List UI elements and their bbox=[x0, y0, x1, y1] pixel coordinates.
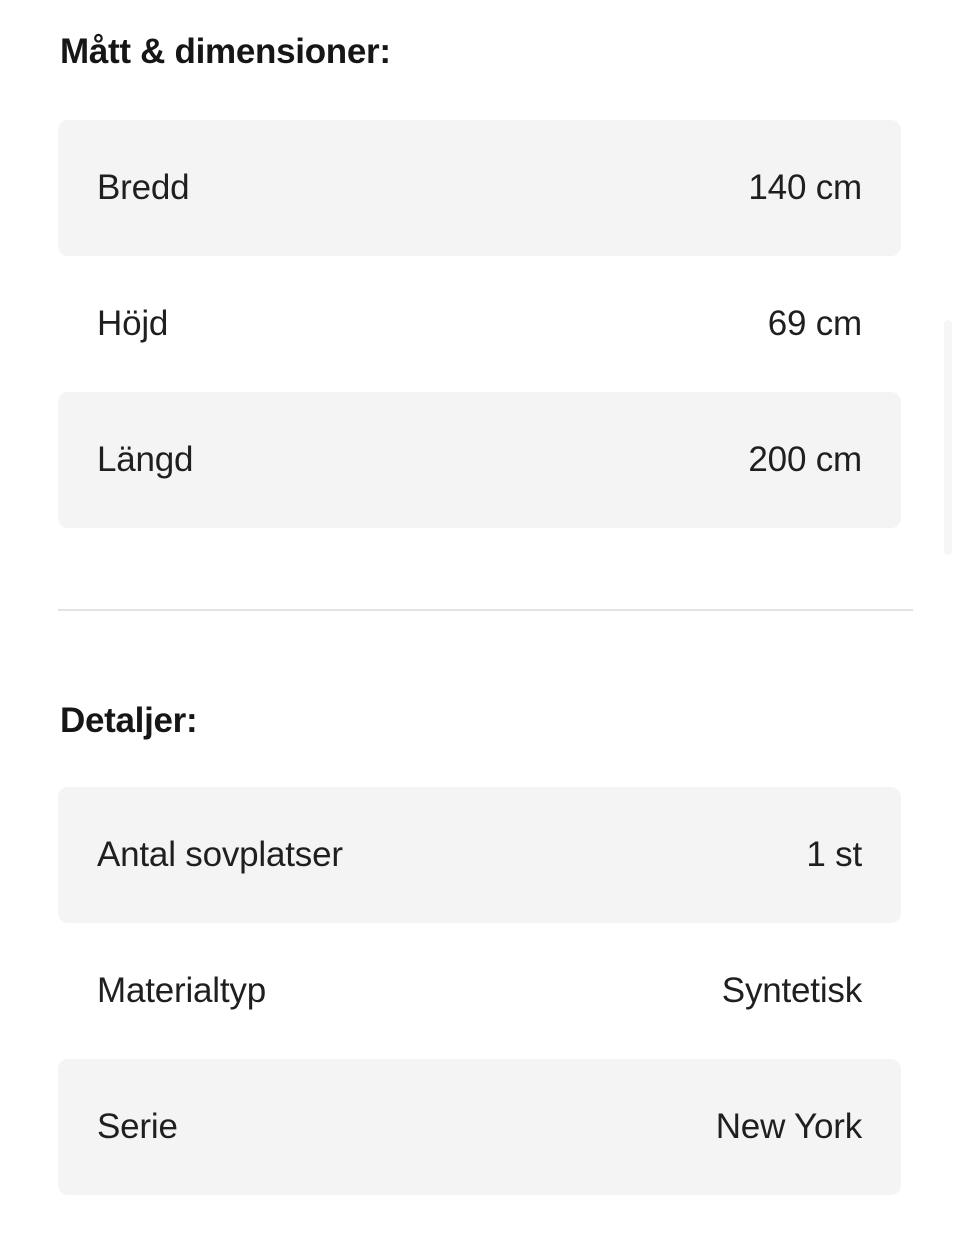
scrollbar-thumb[interactable] bbox=[944, 320, 952, 555]
spec-row-width bbox=[58, 120, 901, 256]
spec-value: Syntetisk bbox=[721, 970, 862, 1010]
spec-label: Höjd bbox=[97, 303, 169, 343]
section-dimensions bbox=[58, 30, 901, 528]
dimensions-spec-table bbox=[58, 120, 901, 528]
spec-row-sleeping-places bbox=[58, 787, 901, 923]
spec-value: 200 cm bbox=[748, 439, 862, 479]
spec-label: Materialtyp bbox=[97, 970, 266, 1010]
spec-label: Serie bbox=[97, 1106, 178, 1146]
spec-row-height bbox=[58, 256, 901, 392]
spec-value: 1 st bbox=[806, 834, 862, 874]
spec-label: Antal sovplatser bbox=[97, 834, 343, 874]
spec-row-length bbox=[58, 392, 901, 528]
spec-value: 140 cm bbox=[748, 167, 862, 207]
spec-value: 69 cm bbox=[767, 303, 862, 343]
details-section-heading: Detaljer: bbox=[60, 700, 198, 740]
spec-row-series bbox=[58, 1059, 901, 1195]
spec-label: Bredd bbox=[97, 167, 190, 207]
spec-value: New York bbox=[715, 1106, 862, 1146]
spec-label: Längd bbox=[97, 439, 194, 479]
section-details bbox=[58, 699, 901, 1195]
spec-row-material-type bbox=[58, 923, 901, 1059]
section-divider bbox=[58, 609, 913, 611]
dimensions-section-heading: Mått & dimensioner: bbox=[60, 32, 391, 71]
details-spec-table bbox=[58, 787, 901, 1195]
